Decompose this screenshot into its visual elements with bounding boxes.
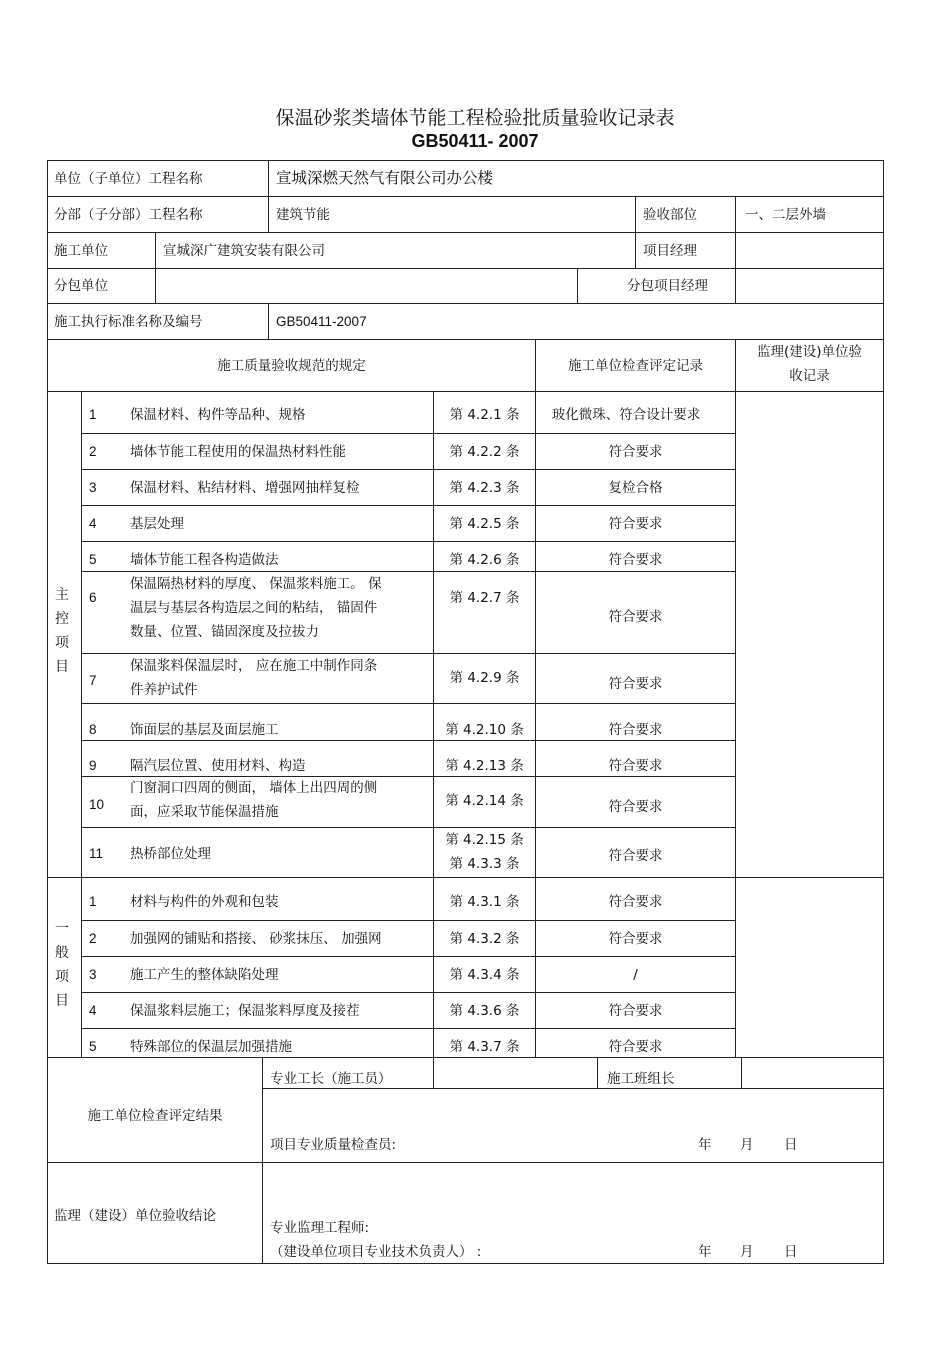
date-day-2: 日 [784,1244,798,1260]
subcontractor-label: 分包单位 [54,278,108,294]
unit-project-label: 单位（子单位）工程名称 [54,171,203,187]
sub-project-label: 分部（子分部）工程名称 [54,207,203,223]
supervisor-column-header: 监理(建设)单位验 [756,344,863,360]
general-group-label: 一 般 项 目 [55,921,69,1009]
supervisor-result-label: 监理（建设）单位验收结论 [54,1208,216,1224]
sub-project-manager-label: 分包项目经理 [627,278,708,294]
quality-inspector-label: 项目专业质量检查员: [270,1137,397,1153]
contractor-value: 宣城深广建筑安装有限公司 [163,243,325,259]
sub-project-value: 建筑节能 [276,207,330,223]
date-month: 月 [740,1137,754,1153]
supervisor-column-header-2: 收记录 [789,368,830,384]
inspection-part-value: 一、二层外墙 [745,207,826,223]
foreman-label: 专业工长（施工员） [270,1071,392,1087]
team-leader-label: 施工班组长 [607,1071,675,1087]
unit-project-value: 宣城深燃天然气有限公司办公楼 [276,169,494,187]
owner-technical-lead-label: （建设单位项目专业技术负责人） : [270,1244,482,1260]
date-day: 日 [784,1137,798,1153]
contractor-label: 施工单位 [54,243,108,259]
standard-value: GB50411-2007 [276,314,367,329]
date-year-2: 年 [698,1244,712,1260]
standard-code: GB50411- 2007 [411,131,539,151]
date-year: 年 [698,1137,712,1153]
check-column-header: 施工单位检查评定记录 [568,358,703,374]
project-manager-label: 项目经理 [643,243,697,259]
main-control-group-label: 主 控 项 目 [55,587,69,675]
standard-label: 施工执行标准名称及编号 [54,314,203,330]
inspection-part-label: 验收部位 [643,207,697,223]
contractor-result-label: 施工单位检查评定结果 [87,1108,223,1124]
supervising-engineer-label: 专业监理工程师: [270,1220,370,1236]
spec-column-header: 施工质量验收规范的规定 [217,358,366,374]
date-month-2: 月 [740,1244,754,1260]
page-title: 保温砂浆类墙体节能工程检验批质量验收记录表 [275,107,675,129]
